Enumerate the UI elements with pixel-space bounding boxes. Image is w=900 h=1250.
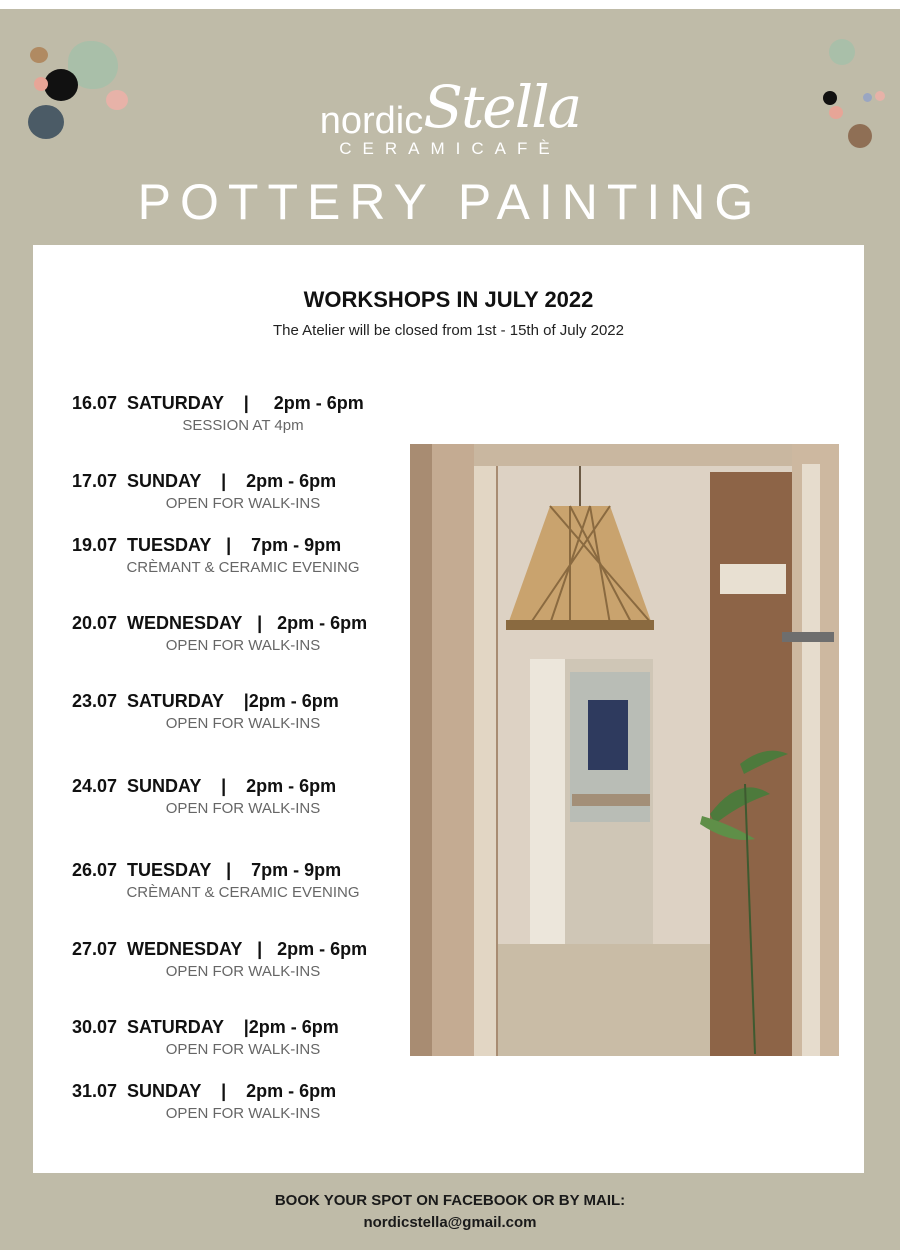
brand-tagline: CERAMICAFÈ [339, 139, 561, 158]
lamp-icon [410, 444, 839, 1056]
workshop-date-time: 30.07 SATURDAY |2pm - 6pm [72, 1017, 339, 1037]
schedule-panel [33, 245, 864, 1173]
workshop-note: OPEN FOR WALK-INS [165, 715, 321, 732]
booking-cta: BOOK YOUR SPOT ON FACEBOOK OR BY MAIL: [274, 1192, 626, 1209]
workshop-note: OPEN FOR WALK-INS [165, 495, 321, 512]
schedule-title: WORKSHOPS IN JULY 2022 [303, 287, 594, 312]
workshop-date-time: 24.07 SUNDAY | 2pm - 6pm [72, 776, 337, 796]
workshop-note: OPEN FOR WALK-INS [165, 800, 321, 817]
top-strip [0, 0, 900, 9]
brand-name-part1: nordic [319, 100, 424, 142]
workshop-note: CRÈMANT & CERAMIC EVENING [126, 559, 360, 576]
workshop-note: OPEN FOR WALK-INS [165, 1105, 321, 1122]
brand-logo [300, 39, 600, 164]
workshop-note: OPEN FOR WALK-INS [165, 963, 321, 980]
workshop-date-time: 23.07 SATURDAY |2pm - 6pm [72, 691, 339, 711]
workshop-date-time: 20.07 WEDNESDAY | 2pm - 6pm [72, 613, 368, 633]
schedule-subtitle: The Atelier will be closed from 1st - 15th of July 2022 [272, 322, 624, 339]
booking-email[interactable]: nordicstella@gmail.com [363, 1214, 537, 1231]
workshop-date-time: 27.07 WEDNESDAY | 2pm - 6pm [72, 939, 368, 959]
brand-name-part2: Stella [423, 73, 581, 141]
workshop-note: OPEN FOR WALK-INS [165, 637, 321, 654]
workshop-date-time: 16.07 SATURDAY | 2pm - 6pm [72, 393, 364, 413]
brand-name [300, 73, 600, 147]
workshop-date-time: 19.07 TUESDAY | 7pm - 9pm [72, 535, 342, 555]
workshop-note: SESSION AT 4pm [182, 417, 304, 434]
workshop-date-time: 31.07 SUNDAY | 2pm - 6pm [72, 1081, 337, 1101]
workshop-note: OPEN FOR WALK-INS [165, 1041, 321, 1058]
workshop-date-time: 26.07 TUESDAY | 7pm - 9pm [72, 860, 342, 880]
workshop-note: CRÈMANT & CERAMIC EVENING [126, 884, 360, 901]
poster-headline: POTTERY PAINTING [137, 174, 763, 230]
workshop-date-time: 17.07 SUNDAY | 2pm - 6pm [72, 471, 337, 491]
atelier-photo [410, 444, 839, 1056]
